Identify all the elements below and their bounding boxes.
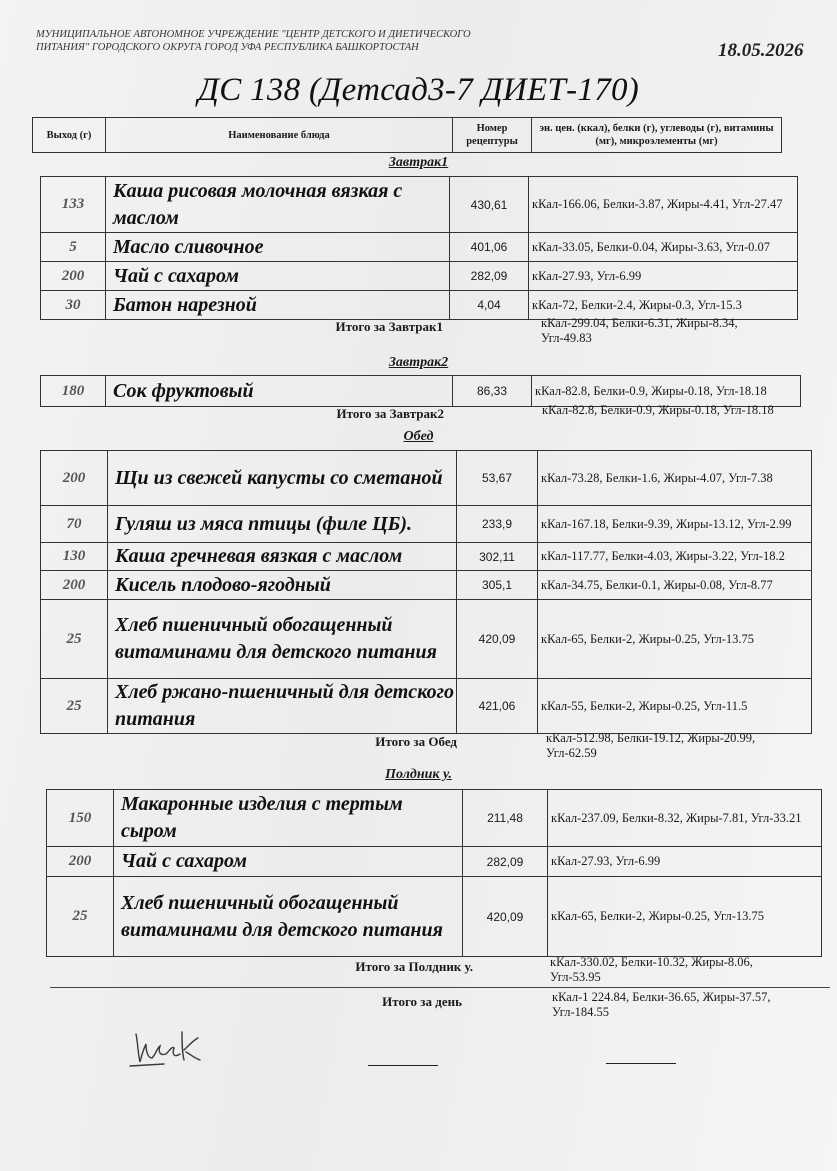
table-row (47, 847, 822, 877)
dish-cell: Каша рисовая молочная вязкая с маслом (106, 177, 450, 233)
total-value-snack: кКал-330.02, Белки-10.32, Жиры-8.06, Угл-53.95 (550, 955, 753, 984)
recipe-cell: 233,9 (457, 506, 538, 543)
dish-cell: Макаронные изделия с тертым сыром (114, 790, 463, 847)
total-label-breakfast1: Итого за Завтрак1 (335, 319, 443, 334)
nutrition-cell: кКал-167.18, Белки-9.39, Жиры-13.12, Угл-2.99 (538, 506, 812, 543)
dish-cell: Хлеб ржано-пшеничный для детского питания (108, 679, 457, 734)
dish-cell: Чай с сахаром (106, 262, 450, 291)
table-row (41, 233, 798, 262)
dish-cell: Сок фруктовый (106, 376, 453, 407)
output-cell: 5 (41, 233, 106, 262)
dish-cell: Хлеб пшеничный обогащенный витаминами для детского питания (108, 600, 457, 679)
recipe-cell: 302,11 (457, 543, 538, 571)
handwritten-signature (124, 1024, 208, 1072)
nutrition-cell: кКал-27.93, Угл-6.99 (529, 262, 798, 291)
nutrition-cell: кКал-72, Белки-2.4, Жиры-0.3, Угл-15.3 (529, 291, 798, 320)
nutrition-cell: кКал-33.05, Белки-0.04, Жиры-3.63, Угл-0.07 (529, 233, 798, 262)
day-total-label: Итого за день (382, 994, 462, 1009)
section-title-breakfast1: Завтрак1 (388, 155, 449, 170)
menu-table-breakfast1 (40, 176, 798, 320)
output-cell: 200 (41, 571, 108, 600)
organization-name: МУНИЦИПАЛЬНОЕ АВТОНОМНОЕ УЧРЕЖДЕНИЕ "ЦЕНТР ДЕТСКОГО И ДИЕТИЧЕСКОГО ПИТАНИЯ" ГОРОДСКОГО ОКРУГА ГОРОД УФА РЕСПУБЛИКА БАШКОРТОСТАН (36, 29, 471, 53)
nutrition-cell: кКал-27.93, Угл-6.99 (548, 847, 822, 877)
signature-line-2 (606, 1063, 676, 1064)
output-cell: 25 (47, 877, 114, 957)
recipe-cell: 401,06 (450, 233, 529, 262)
dish-cell: Чай с сахаром (114, 847, 463, 877)
column-header-dish: Наименование блюда (106, 118, 453, 153)
dish-cell: Щи из свежей капусты со сметаной (108, 451, 457, 506)
table-row (41, 376, 801, 407)
column-header-nutrition: эн. цен. (ккал), белки (г), углеводы (г), витамины (мг), микроэлементы (мг) (532, 118, 782, 153)
column-header-table (32, 117, 782, 153)
output-cell: 133 (41, 177, 106, 233)
recipe-cell: 421,06 (457, 679, 538, 734)
output-cell: 30 (41, 291, 106, 320)
total-value-breakfast1: кКал-299.04, Белки-6.31, Жиры-8.34, Угл-49.83 (541, 316, 738, 345)
nutrition-cell: кКал-55, Белки-2, Жиры-0.25, Угл-11.5 (538, 679, 812, 734)
output-cell: 200 (41, 451, 108, 506)
total-value-breakfast2: кКал-82.8, Белки-0.9, Жиры-0.18, Угл-18.18 (542, 403, 774, 417)
dish-cell: Масло сливочное (106, 233, 450, 262)
signature-line-1 (368, 1065, 438, 1066)
nutrition-cell: кКал-166.06, Белки-3.87, Жиры-4.41, Угл-27.47 (529, 177, 798, 233)
table-row (41, 506, 812, 543)
table-row (41, 600, 812, 679)
total-value-lunch: кКал-512.98, Белки-19.12, Жиры-20.99, Угл-62.59 (546, 731, 756, 760)
column-header-recipe: Номер рецептуры (453, 118, 532, 153)
menu-table-snack (46, 789, 822, 957)
table-row (41, 679, 812, 734)
nutrition-cell: кКал-65, Белки-2, Жиры-0.25, Угл-13.75 (548, 877, 822, 957)
dish-cell: Кисель плодово-ягодный (108, 571, 457, 600)
recipe-cell: 86,33 (453, 376, 532, 407)
nutrition-cell: кКал-237.09, Белки-8.32, Жиры-7.81, Угл-33.21 (548, 790, 822, 847)
output-cell: 130 (41, 543, 108, 571)
nutrition-cell: кКал-65, Белки-2, Жиры-0.25, Угл-13.75 (538, 600, 812, 679)
table-row (41, 262, 798, 291)
table-row (41, 451, 812, 506)
dish-cell: Гуляш из мяса птицы (филе ЦБ). (108, 506, 457, 543)
nutrition-cell: кКал-73.28, Белки-1.6, Жиры-4.07, Угл-7.38 (538, 451, 812, 506)
menu-table-lunch (40, 450, 812, 734)
table-row (47, 877, 822, 957)
dish-cell: Хлеб пшеничный обогащенный витаминами для детского питания (114, 877, 463, 957)
nutrition-cell: кКал-117.77, Белки-4.03, Жиры-3.22, Угл-18.2 (538, 543, 812, 571)
output-cell: 25 (41, 679, 108, 734)
total-label-lunch: Итого за Обед (375, 734, 457, 749)
output-cell: 200 (41, 262, 106, 291)
table-row (41, 571, 812, 600)
total-label-breakfast2: Итого за Завтрак2 (336, 406, 444, 421)
document-date: 18.05.2026 (718, 40, 804, 61)
total-label-snack: Итого за Полдник у. (355, 959, 473, 974)
nutrition-cell: кКал-34.75, Белки-0.1, Жиры-0.08, Угл-8.77 (538, 571, 812, 600)
recipe-cell: 420,09 (463, 877, 548, 957)
table-row (47, 790, 822, 847)
section-title-lunch: Обед (403, 429, 434, 444)
output-cell: 150 (47, 790, 114, 847)
section-title-breakfast2: Завтрак2 (388, 355, 449, 370)
section-title-snack: Полдник у. (385, 767, 452, 782)
page-title: ДС 138 (Детсад3-7 ДИЕТ-170) (197, 72, 640, 108)
recipe-cell: 282,09 (450, 262, 529, 291)
table-row (41, 543, 812, 571)
table-row (41, 177, 798, 233)
recipe-cell: 305,1 (457, 571, 538, 600)
recipe-cell: 4,04 (450, 291, 529, 320)
nutrition-cell: кКал-82.8, Белки-0.9, Жиры-0.18, Угл-18.18 (532, 376, 801, 407)
output-cell: 70 (41, 506, 108, 543)
recipe-cell: 53,67 (457, 451, 538, 506)
day-total-value: кКал-1 224.84, Белки-36.65, Жиры-37.57, Угл-184.55 (552, 990, 771, 1019)
dish-cell: Каша гречневая вязкая с маслом (108, 543, 457, 571)
divider (50, 987, 830, 988)
output-cell: 25 (41, 600, 108, 679)
output-cell: 200 (47, 847, 114, 877)
dish-cell: Батон нарезной (106, 291, 450, 320)
recipe-cell: 420,09 (457, 600, 538, 679)
recipe-cell: 430,61 (450, 177, 529, 233)
output-cell: 180 (41, 376, 106, 407)
column-header-output: Выход (г) (33, 118, 106, 153)
recipe-cell: 282,09 (463, 847, 548, 877)
recipe-cell: 211,48 (463, 790, 548, 847)
